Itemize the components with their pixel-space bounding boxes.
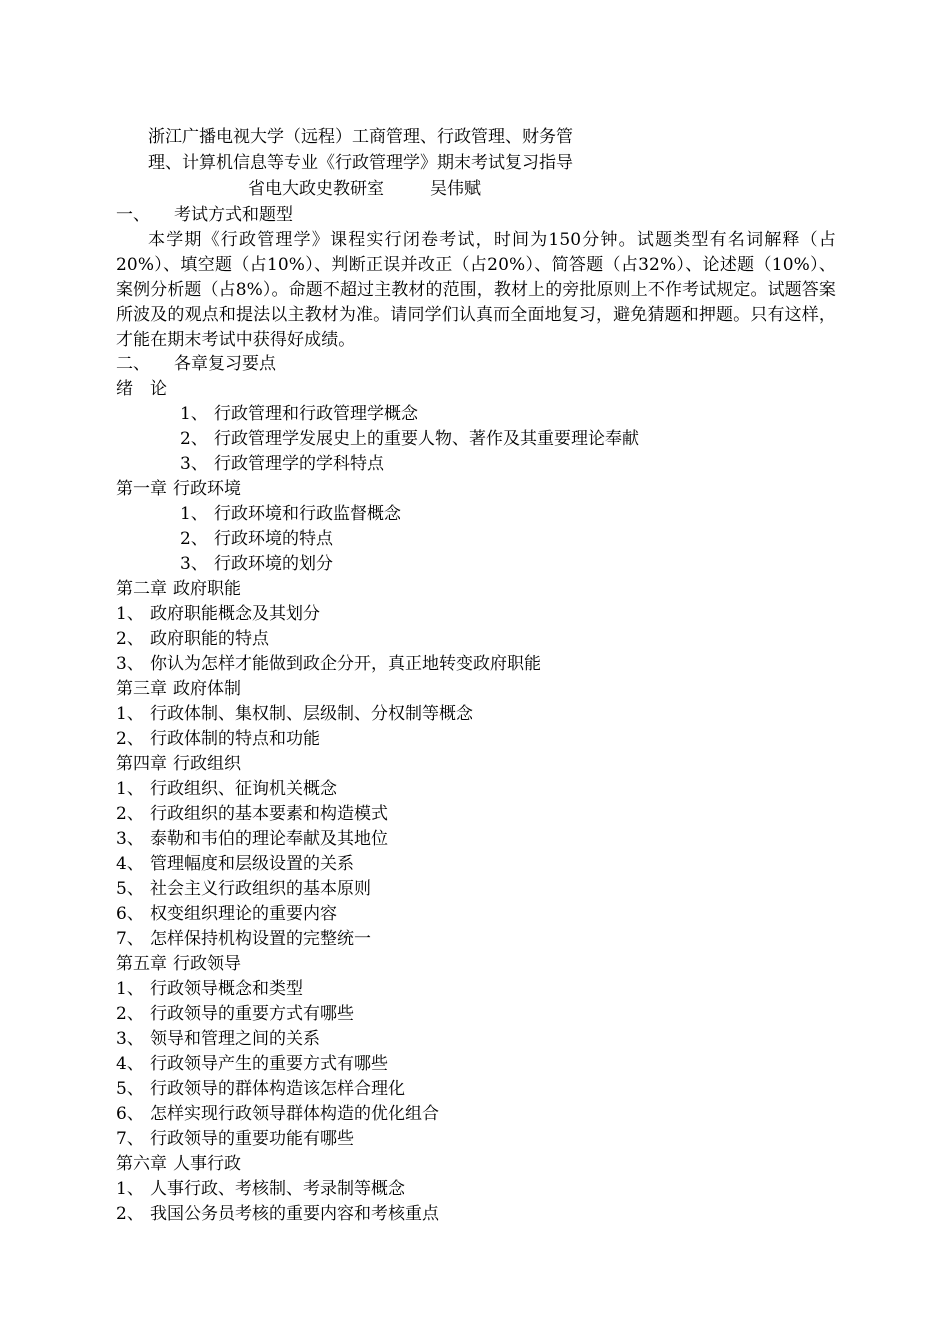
list-item: 2、 行政体制的特点和功能 (116, 729, 320, 749)
chapter-heading-1: 第一章 行政环境 (116, 479, 241, 499)
list-item: 1、 行政领导概念和类型 (116, 979, 303, 999)
list-item: 1、 行政体制、集权制、层级制、分权制等概念 (116, 704, 473, 724)
chapter-heading-2: 第二章 政府职能 (116, 579, 241, 599)
list-item: 1、 行政环境和行政监督概念 (180, 504, 401, 524)
list-item: 1、 人事行政、考核制、考录制等概念 (116, 1179, 405, 1199)
chapter-heading-3: 第三章 政府体制 (116, 679, 241, 699)
section-heading-1 (116, 203, 293, 228)
author-line (248, 177, 481, 202)
list-item: 3、 泰勒和韦伯的理论奉献及其地位 (116, 829, 388, 849)
list-item: 2、 行政环境的特点 (180, 529, 333, 549)
list-item: 2、 行政组织的基本要素和构造模式 (116, 804, 388, 824)
list-item: 1、 行政组织、征询机关概念 (116, 779, 337, 799)
exam-format-paragraph: 本学期《行政管理学》课程实行闭卷考试，时间为150分钟。试题类型有名词解释（占20%）、填空题（占10%）、判断正误并改正（占20%）、简答题（占32%）、论述题（10%）、案例分析题（占8%）。命题不超过主教材的范围，教材上的旁批原则上不作考试规定。试题答案所波及的观点和提法以主教材为准。请同学们认真而全面地复习，避免猜题和押题。只有这样，才能在期末考试中获得好成绩。 (116, 230, 836, 350)
list-item: 3、 你认为怎样才能做到政企分开，真正地转变政府职能 (116, 654, 541, 674)
section-title: 各章复习要点 (174, 354, 276, 374)
section-title: 考试方式和题型 (174, 205, 293, 225)
section-number: 二、 (116, 354, 150, 374)
list-item: 5、 社会主义行政组织的基本原则 (116, 879, 371, 899)
list-item: 2、 行政领导的重要方式有哪些 (116, 1004, 354, 1024)
list-item: 7、 怎样保持机构设置的完整统一 (116, 929, 371, 949)
list-item: 6、 权变组织理论的重要内容 (116, 904, 337, 924)
doc-title-line-1: 浙江广播电视大学（远程）工商管理、行政管理、财务管 (148, 127, 573, 147)
list-item: 2、 我国公务员考核的重要内容和考核重点 (116, 1204, 439, 1224)
section-heading-2 (116, 352, 276, 377)
chapter-heading-5: 第五章 行政领导 (116, 954, 241, 974)
list-item: 4、 管理幅度和层级设置的关系 (116, 854, 354, 874)
chapter-heading-4: 第四章 行政组织 (116, 754, 241, 774)
author-department: 省电大政史教研室 (248, 179, 384, 199)
chapter-heading-intro: 绪 论 (116, 379, 167, 399)
author-name: 吴伟赋 (430, 179, 481, 199)
list-item: 2、 行政管理学发展史上的重要人物、著作及其重要理论奉献 (180, 429, 639, 449)
list-item: 6、 怎样实现行政领导群体构造的优化组合 (116, 1104, 439, 1124)
chapter-heading-6: 第六章 人事行政 (116, 1154, 241, 1174)
doc-title-line-2: 理、计算机信息等专业《行政管理学》期末考试复习指导 (148, 153, 573, 173)
list-item: 5、 行政领导的群体构造该怎样合理化 (116, 1079, 405, 1099)
list-item: 3、 行政管理学的学科特点 (180, 454, 384, 474)
list-item: 1、 行政管理和行政管理学概念 (180, 404, 418, 424)
list-item: 2、 政府职能的特点 (116, 629, 269, 649)
list-item: 3、 行政环境的划分 (180, 554, 333, 574)
list-item: 3、 领导和管理之间的关系 (116, 1029, 320, 1049)
list-item: 7、 行政领导的重要功能有哪些 (116, 1129, 354, 1149)
list-item: 4、 行政领导产生的重要方式有哪些 (116, 1054, 388, 1074)
section-number: 一、 (116, 205, 150, 225)
list-item: 1、 政府职能概念及其划分 (116, 604, 320, 624)
